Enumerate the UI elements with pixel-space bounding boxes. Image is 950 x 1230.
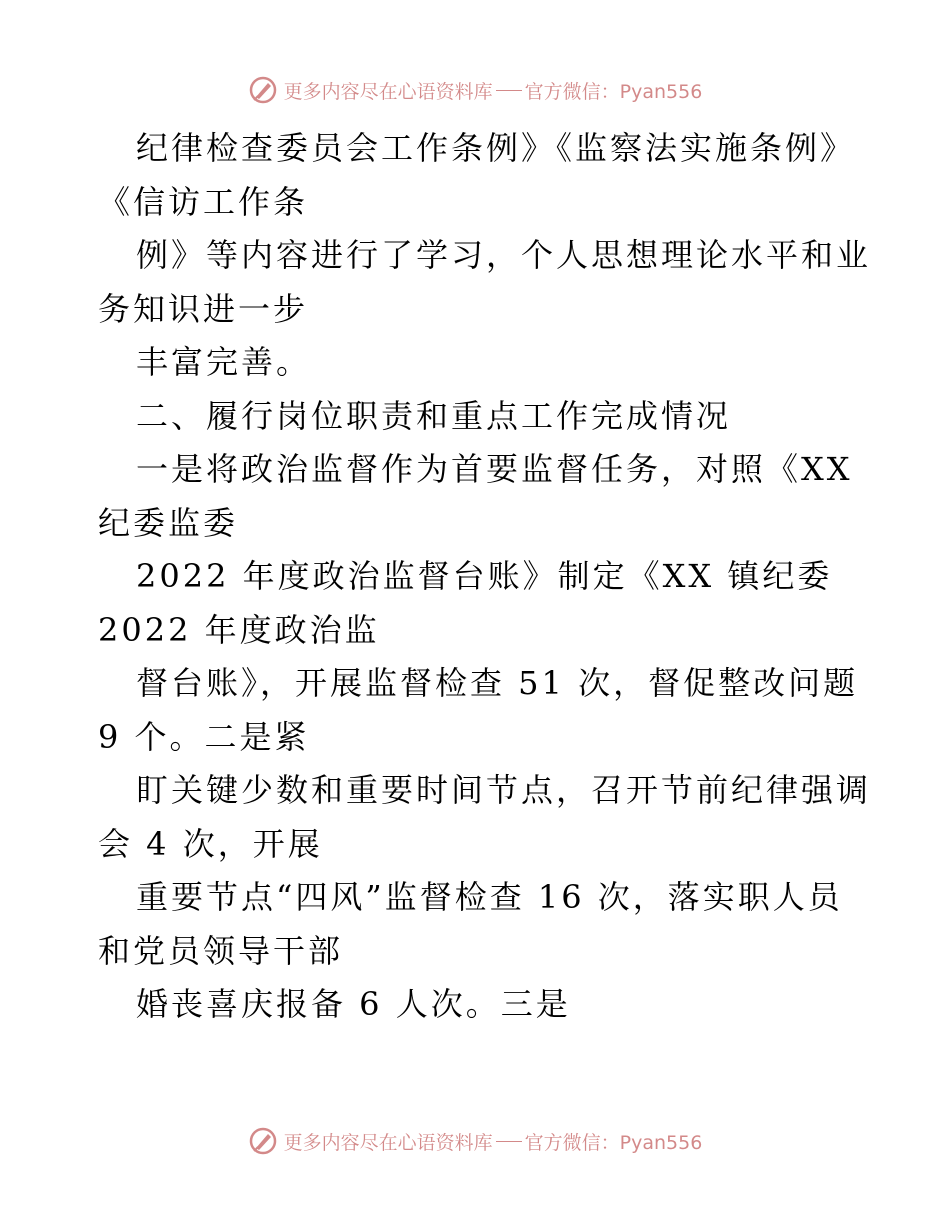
text-line: 一是将政治监督作为首要监督任务，对照《XX [136,450,853,488]
document-body [98,122,872,1032]
text-line: 2022 年度政治监督台账》制定《XX 镇纪委 [136,557,833,595]
header-watermark [0,72,950,108]
watermark-separator [496,1141,522,1142]
text-line: 9 个。二是紧 [98,717,310,756]
quill-logo-icon [248,1126,278,1156]
text-line: 例》等内容进行了学习，个人思想理论水平和业 [136,236,872,274]
watermark-left-text: 更多内容尽在心语资料库 [283,1131,493,1154]
text-line: 纪律检查委员会工作条例》《监察法实施条例》 [136,129,856,167]
text-line: 丰富完善。 [136,343,312,381]
text-line: 和党员领导干部 [98,931,344,970]
text-line: 务知识进一步 [98,289,309,328]
text-line: 重要节点“四风”监督检查 16 次，落实职人员 [136,878,843,916]
text-line: 婚丧喜庆报备 6 人次。三是 [136,985,571,1023]
text-line: 2022 年度政治监 [98,610,380,649]
watermark-separator [496,90,522,91]
quill-logo-icon [248,75,278,105]
text-line: 督台账》，开展监督检查 51 次，督促整改问题 [136,664,859,702]
text-line: 会 4 次，开展 [98,824,323,863]
text-line: 《信访工作条 [98,182,309,221]
watermark-left-text: 更多内容尽在心语资料库 [283,80,493,103]
text-line: 纪委监委 [98,503,239,542]
text-line: 盯关键少数和重要时间节点，召开节前纪律强调 [136,771,872,809]
footer-watermark [0,1123,950,1159]
section-heading: 二、履行岗位职责和重点工作完成情况 [136,396,732,435]
watermark-right-text: 官方微信：Pyan556 [524,1131,703,1154]
watermark-right-text: 官方微信：Pyan556 [524,80,703,103]
